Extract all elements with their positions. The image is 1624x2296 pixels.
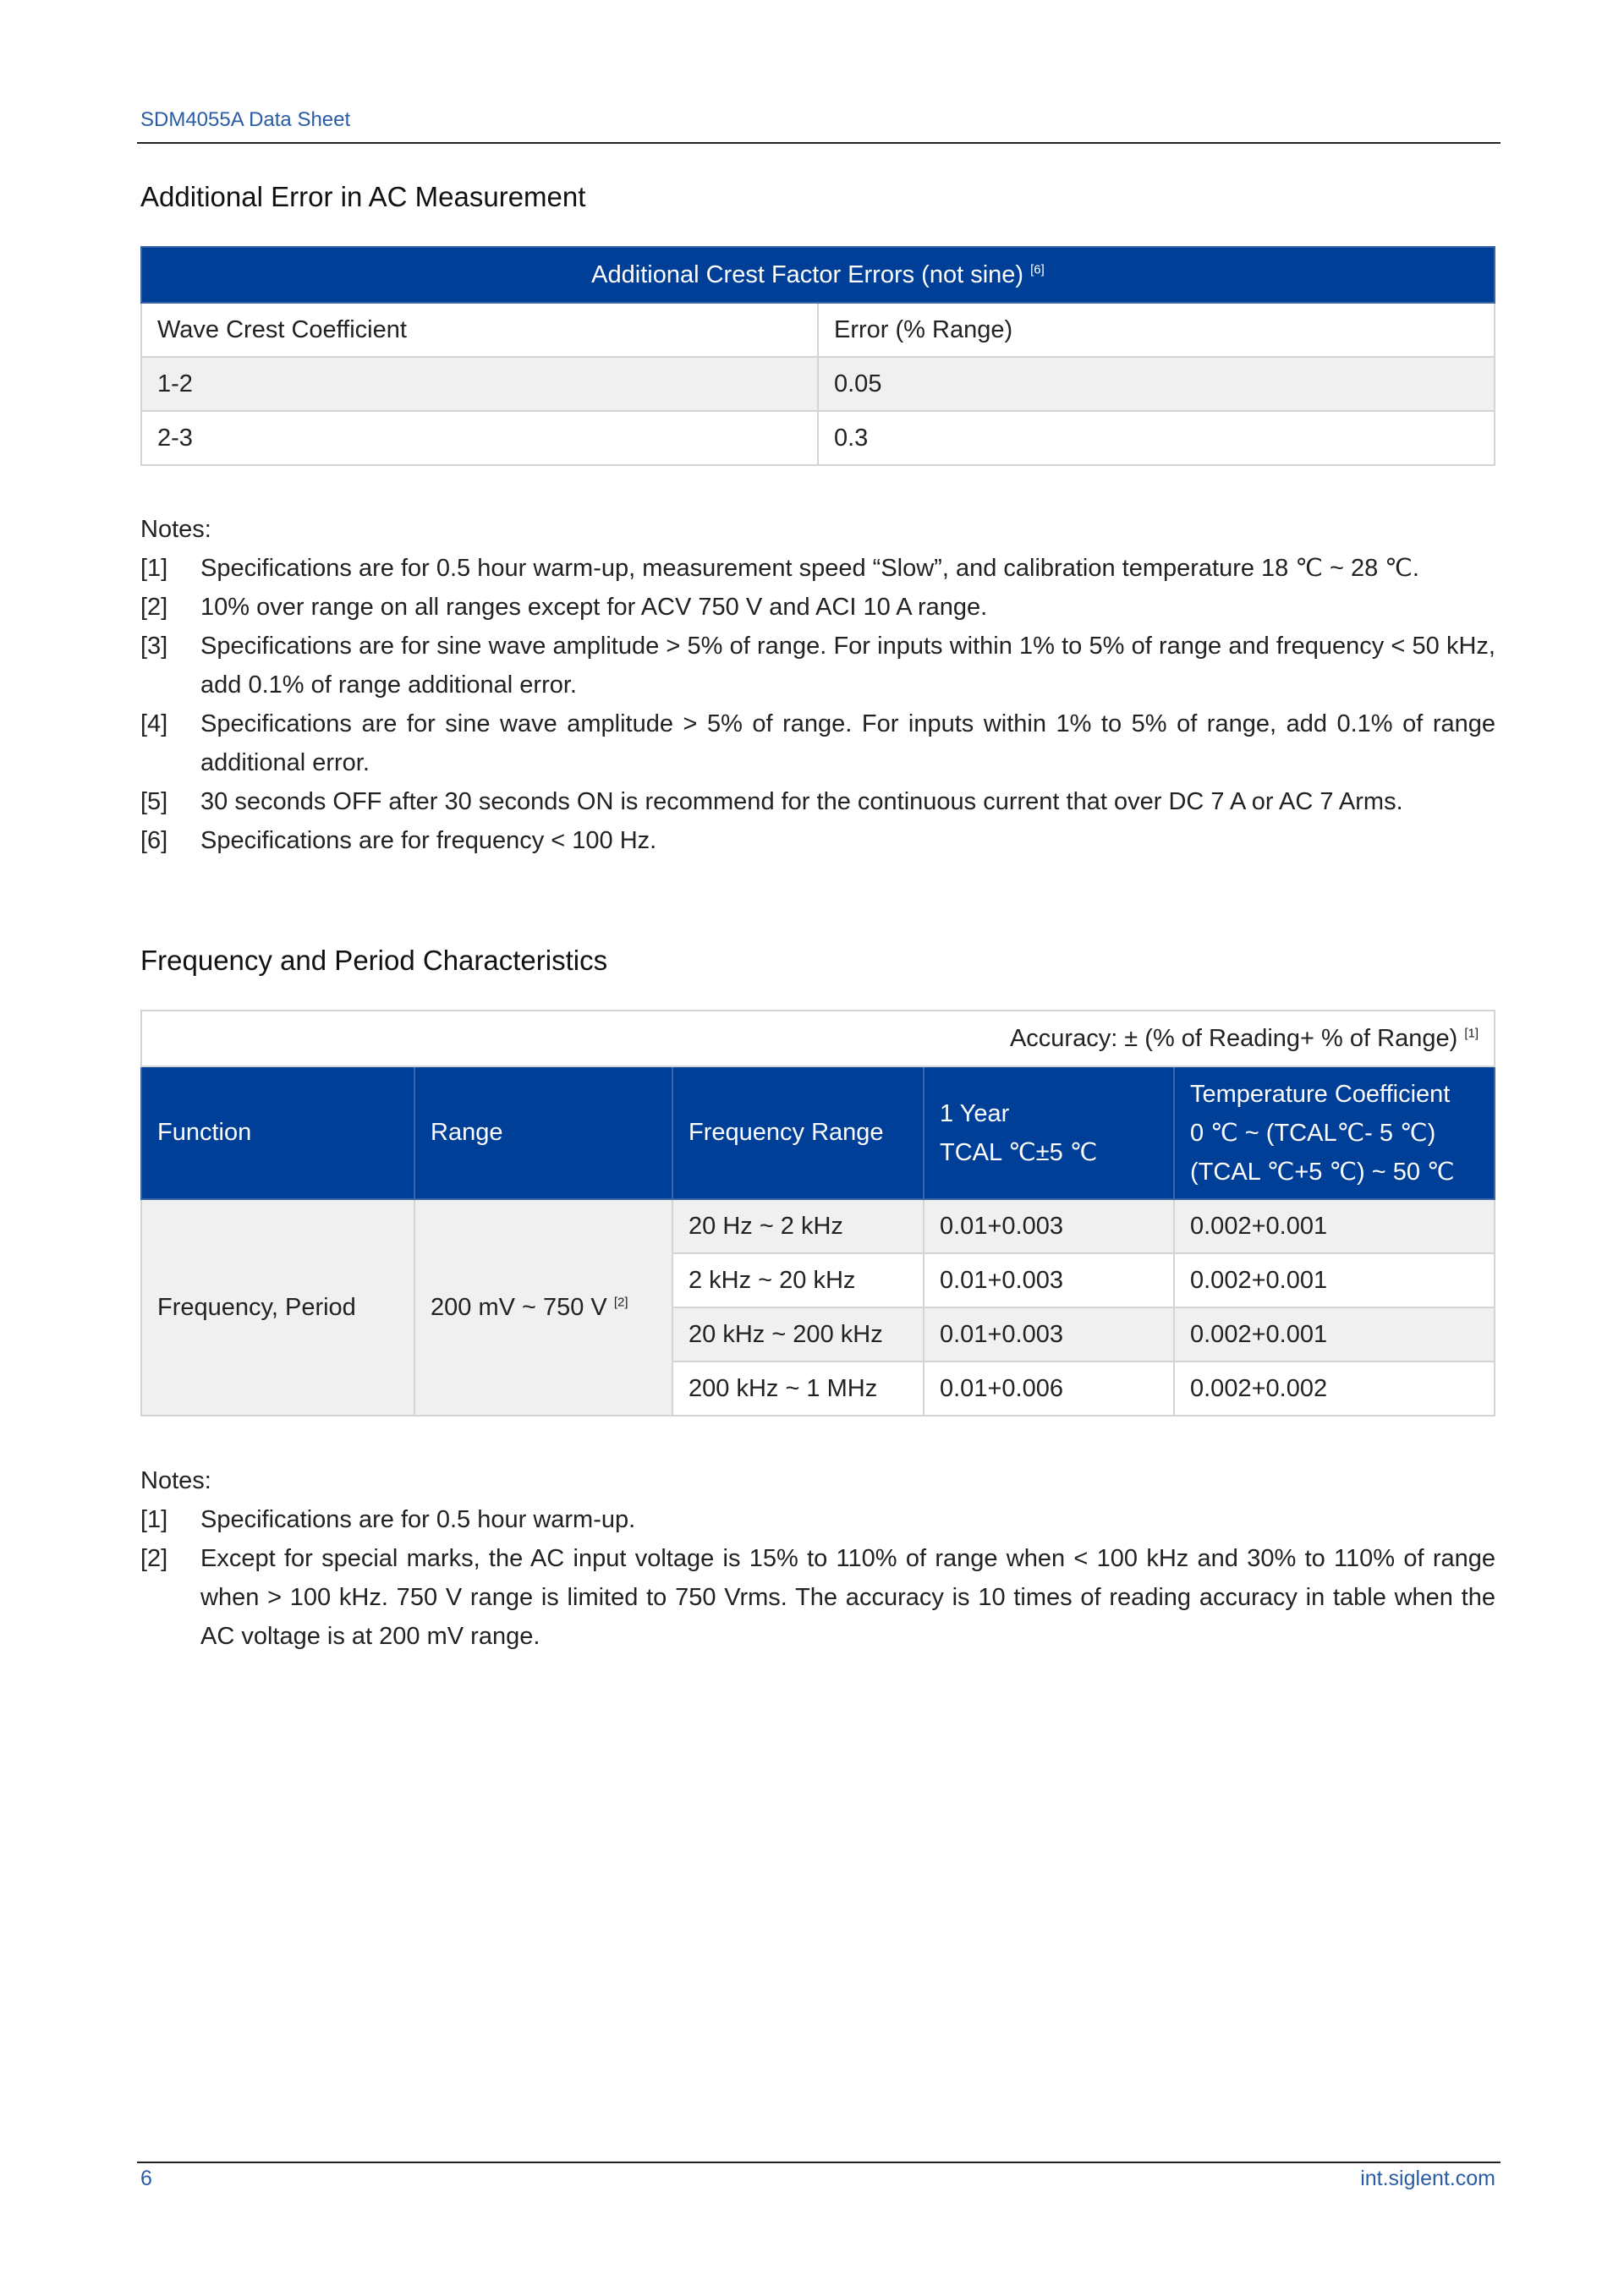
note-item <box>140 1539 1495 1656</box>
table-row: 1-2 0.05 <box>141 357 1495 411</box>
notes-label: Notes: <box>140 1467 211 1494</box>
table-row: 200 kHz ~ 1 MHz 0.01+0.006 0.002+0.002 <box>141 1362 1495 1416</box>
note-number: [1] <box>140 555 168 582</box>
notes-frequency <box>140 1461 1495 1656</box>
note-text: Specifications are for 0.5 hour warm-up, measurement speed “Slow”, and calibration temperature 18 ℃ ~ 28 ℃. <box>200 555 1419 582</box>
note-item <box>140 588 1495 627</box>
note-text: Except for special marks, the AC input voltage is 15% to 110% of range when < 100 kHz and 30% to 110% of range when > 100 kHz. 750 V range is limited to 750 Vrms. The accuracy is 10 times of reading accuracy in table when the AC voltage is at 200 mV range. <box>200 1545 1495 1650</box>
column-header: Function <box>141 1066 414 1199</box>
note-item <box>140 704 1495 782</box>
note-number: [3] <box>140 633 168 660</box>
notes-ac <box>140 510 1495 860</box>
crest-factor-table <box>140 246 1495 466</box>
note-text: Specifications are for sine wave amplitude > 5% of range. For inputs within 1% to 5% of range and frequency < 50 kHz, add 0.1% of range additional error. <box>200 633 1495 699</box>
table-caption: Additional Crest Factor Errors (not sine) [6] <box>141 247 1495 303</box>
table-row: 2 kHz ~ 20 kHz 0.01+0.003 0.002+0.001 <box>141 1253 1495 1307</box>
note-text: 30 seconds OFF after 30 seconds ON is recommend for the continuous current that over DC 7 A or AC 7 Arms. <box>200 788 1403 815</box>
frequency-period-table <box>140 1010 1495 1417</box>
section-title-frequency: Frequency and Period Characteristics <box>140 945 608 976</box>
page-number: 6 <box>140 2167 152 2190</box>
accuracy-note: Accuracy: ± (% of Reading+ % of Range) [1] <box>141 1011 1495 1066</box>
header-rule <box>137 142 1501 144</box>
column-header: Frequency Range <box>672 1066 924 1199</box>
note-number: [5] <box>140 788 168 815</box>
column-header: 1 Year TCAL ℃±5 ℃ <box>924 1066 1174 1199</box>
note-item <box>140 627 1495 704</box>
footer-rule <box>137 2162 1501 2163</box>
note-number: [2] <box>140 1545 168 1572</box>
column-header: Temperature Coefficient 0 ℃ ~ (TCAL℃- 5 ℃) (TCAL ℃+5 ℃) ~ 50 ℃ <box>1174 1066 1495 1199</box>
note-number: [2] <box>140 594 168 621</box>
note-text: Specifications are for frequency < 100 Hz. <box>200 827 657 854</box>
note-item <box>140 821 1495 860</box>
note-item <box>140 1500 1495 1539</box>
notes-label: Notes: <box>140 516 211 543</box>
note-item <box>140 782 1495 821</box>
table-row: Frequency, Period 200 mV ~ 750 V [2] 20 Hz ~ 2 kHz 0.01+0.003 0.002+0.001 <box>141 1199 1495 1253</box>
note-number: [6] <box>140 827 168 854</box>
note-text: Specifications are for 0.5 hour warm-up. <box>200 1506 636 1533</box>
footer-url[interactable]: int.siglent.com <box>1360 2167 1495 2190</box>
note-text: 10% over range on all ranges except for ACV 750 V and ACI 10 A range. <box>200 594 988 621</box>
function-cell: Frequency, Period <box>141 1199 414 1416</box>
note-number: [1] <box>140 1506 168 1533</box>
range-cell: 200 mV ~ 750 V [2] <box>414 1199 672 1416</box>
note-text: Specifications are for sine wave amplitude > 5% of range. For inputs within 1% to 5% of range, add 0.1% of range additional error. <box>200 710 1495 776</box>
note-item <box>140 549 1495 588</box>
column-header: Range <box>414 1066 672 1199</box>
table-row: 2-3 0.3 <box>141 411 1495 465</box>
column-header: Error (% Range) <box>818 303 1495 357</box>
table-row: 20 kHz ~ 200 kHz 0.01+0.003 0.002+0.001 <box>141 1307 1495 1362</box>
section-title-ac-error: Additional Error in AC Measurement <box>140 181 586 212</box>
doc-header-title: SDM4055A Data Sheet <box>140 108 351 131</box>
column-header: Wave Crest Coefficient <box>141 303 818 357</box>
note-number: [4] <box>140 710 168 737</box>
